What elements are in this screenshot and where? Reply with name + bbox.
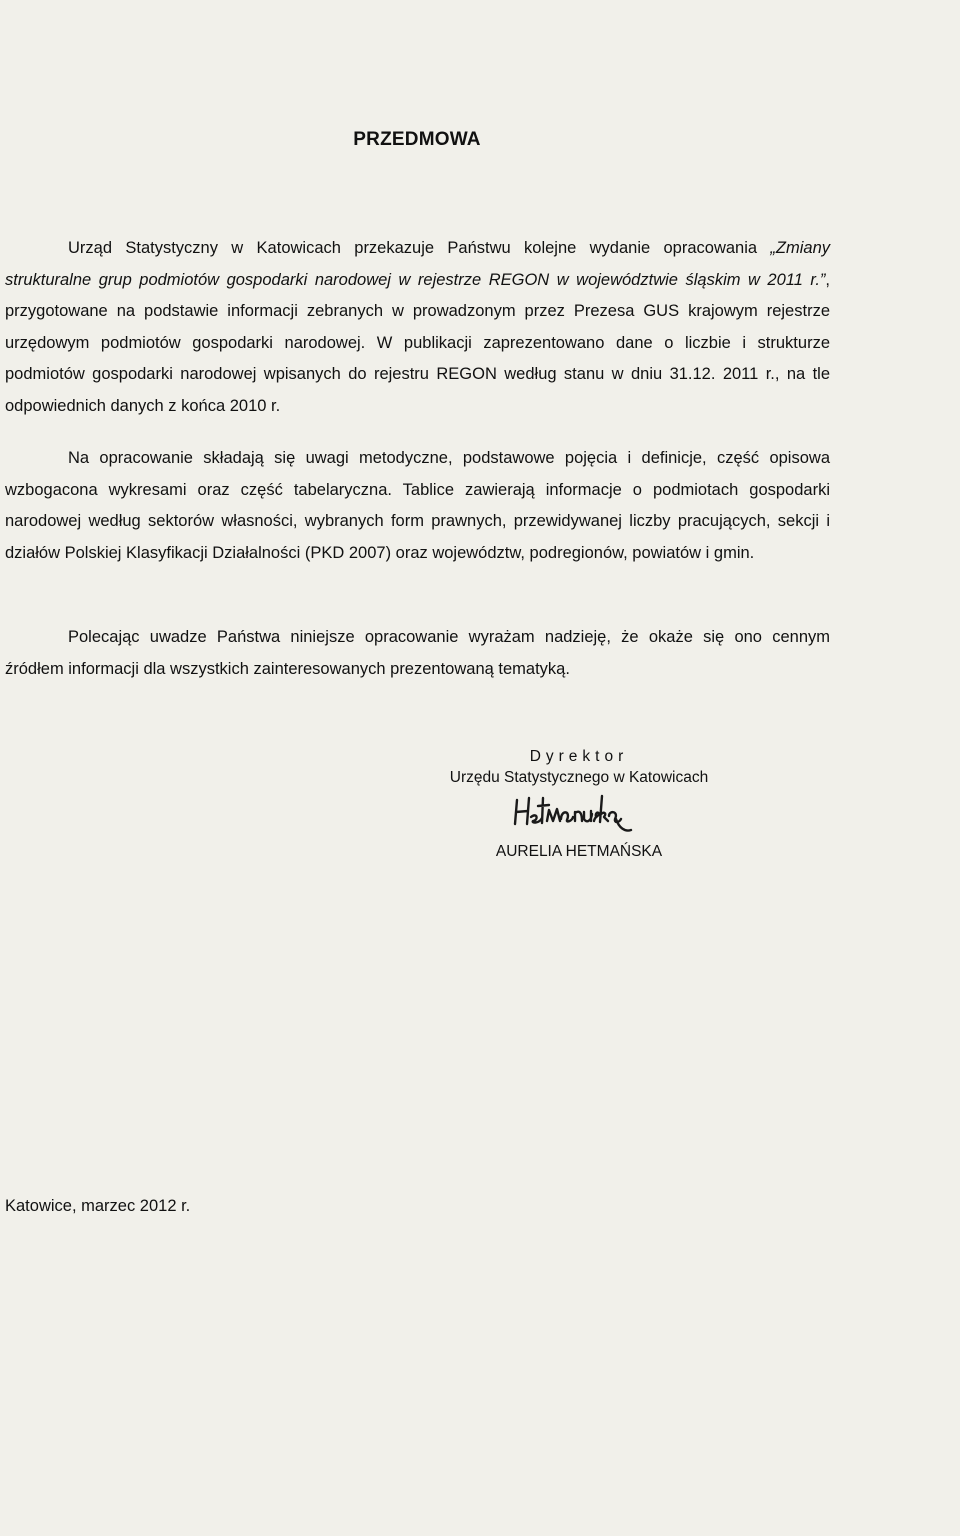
place-and-date: Katowice, marzec 2012 r. xyxy=(5,1197,191,1215)
paragraph-closing: Polecając uwadze Państwa niniejsze opracowanie wyrażam nadzieję, że okaże się ono cennym źródłem informacji dla wszystkich zainteresowanych prezentowaną tematyką. xyxy=(5,628,830,678)
paragraph-intro-rest: , przygotowane na podstawie informacji zebranych w prowadzonym przez Prezesa GUS krajowym rejestrze urzędowym podmiotów gospodarki narodowej. W publikacji zaprezentowano dane o liczbie i strukturze podmiotów gospodarki narodowej wpisanych do rejestru REGON według stanu w dniu 31.12. 2011 r., na tle odpowiednich danych z końca 2010 r. xyxy=(5,270,830,415)
publication-title: „Zmiany strukturalne grup podmiotów gospodarki narodowej w rejestrze REGON w województwie śląskim w 2011 r.” xyxy=(5,239,830,289)
signature-role: Dyrektor xyxy=(529,748,629,765)
handwritten-signature xyxy=(509,790,649,838)
signatory-name: AURELIA HETMAŃSKA xyxy=(495,843,663,860)
paragraph-intro xyxy=(5,233,830,422)
signature-block xyxy=(430,746,728,862)
page-title: PRZEDMOWA xyxy=(353,129,481,150)
signature-organization: Urzędu Statystycznego w Katowicach xyxy=(449,769,709,786)
paragraph-contents: Na opracowanie składają się uwagi metodyczne, podstawowe pojęcia i definicje, część opisowa wzbogacona wykresami oraz część tabelaryczna. Tablice zawierają informacje o podmiotach gospodarki narodowej według sektorów własności, wybranych form prawnych, przewidywanej liczby pracujących, sekcji i działów Polskiej Klasyfikacji Działalności (PKD 2007) oraz województw, podregionów, powiatów i gmin. xyxy=(5,449,830,562)
paragraph-intro-lead: Urząd Statystyczny w Katowicach przekazuje Państwu kolejne wydanie opracowania xyxy=(68,239,771,257)
